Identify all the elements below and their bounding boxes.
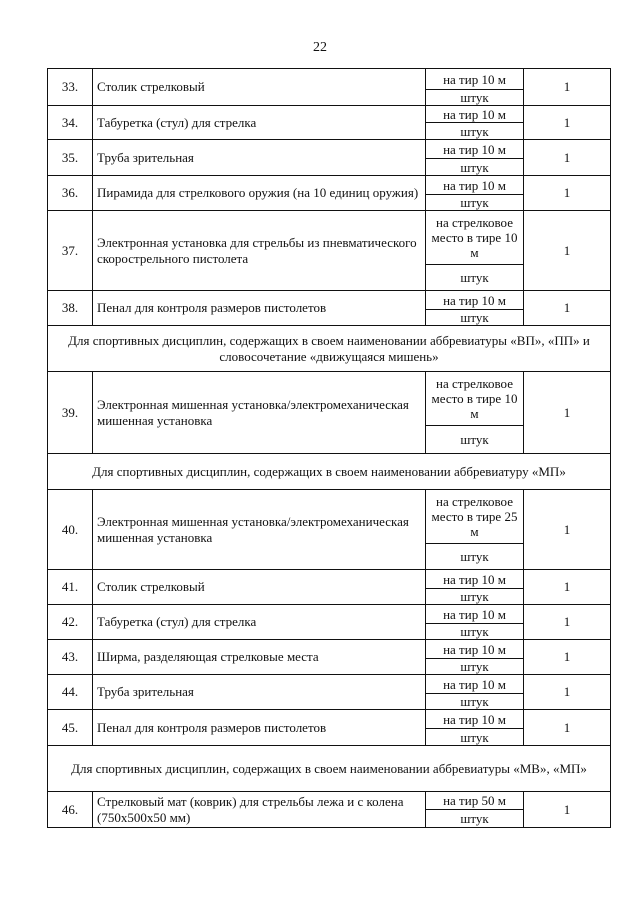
row-number: 45. xyxy=(48,710,93,746)
table-row xyxy=(48,490,611,544)
quantity: 1 xyxy=(524,675,611,710)
quantity: 1 xyxy=(524,605,611,640)
item-name: Электронная установка для стрельбы из пневматического скорострельного пистолета xyxy=(93,211,426,291)
unit-main: на тир 10 м xyxy=(426,140,524,159)
section-header: Для спортивных дисциплин, содержащих в своем наименовании аббревиатуры «МВ», «МП» xyxy=(48,746,611,792)
row-number: 43. xyxy=(48,640,93,675)
unit-sub: штук xyxy=(426,426,524,454)
row-number: 42. xyxy=(48,605,93,640)
item-name: Труба зрительная xyxy=(93,140,426,176)
table-row xyxy=(48,675,611,694)
item-name: Столик стрелковый xyxy=(93,570,426,605)
quantity: 1 xyxy=(524,211,611,291)
item-name: Стрелковый мат (коврик) для стрельбы лежа и с колена (750х500х50 мм) xyxy=(93,792,426,828)
item-name: Электронная мишенная установка/электромеханическая мишенная установка xyxy=(93,372,426,454)
table-row xyxy=(48,710,611,729)
item-name: Столик стрелковый xyxy=(93,69,426,106)
section-header-row xyxy=(48,454,611,490)
unit-sub: штук xyxy=(426,195,524,211)
table-row xyxy=(48,211,611,265)
unit-sub: штук xyxy=(426,694,524,710)
unit-sub: штук xyxy=(426,123,524,140)
item-name: Ширма, разделяющая стрелковые места xyxy=(93,640,426,675)
unit-main: на тир 50 м xyxy=(426,792,524,810)
row-number: 46. xyxy=(48,792,93,828)
table-row xyxy=(48,176,611,195)
row-number: 38. xyxy=(48,291,93,326)
unit-main: на стрелковое место в тире 10 м xyxy=(426,211,524,265)
unit-main: на тир 10 м xyxy=(426,640,524,659)
table-row xyxy=(48,792,611,810)
item-name: Табуретка (стул) для стрелка xyxy=(93,605,426,640)
item-name: Пенал для контроля размеров пистолетов xyxy=(93,291,426,326)
unit-sub: штук xyxy=(426,659,524,675)
row-number: 41. xyxy=(48,570,93,605)
unit-main: на тир 10 м xyxy=(426,106,524,123)
table-row xyxy=(48,291,611,310)
table-row xyxy=(48,372,611,426)
unit-main: на стрелковое место в тире 10 м xyxy=(426,372,524,426)
quantity: 1 xyxy=(524,69,611,106)
unit-sub: штук xyxy=(426,265,524,291)
unit-sub: штук xyxy=(426,544,524,570)
table-row xyxy=(48,640,611,659)
row-number: 44. xyxy=(48,675,93,710)
row-number: 37. xyxy=(48,211,93,291)
row-number: 40. xyxy=(48,490,93,570)
table-row xyxy=(48,605,611,624)
unit-sub: штук xyxy=(426,624,524,640)
unit-sub: штук xyxy=(426,310,524,326)
row-number: 34. xyxy=(48,106,93,140)
item-name: Пирамида для стрелкового оружия (на 10 единиц оружия) xyxy=(93,176,426,211)
quantity: 1 xyxy=(524,792,611,828)
table-row xyxy=(48,69,611,90)
unit-sub: штук xyxy=(426,90,524,106)
unit-main: на тир 10 м xyxy=(426,291,524,310)
row-number: 35. xyxy=(48,140,93,176)
table-row xyxy=(48,570,611,589)
row-number: 33. xyxy=(48,69,93,106)
quantity: 1 xyxy=(524,291,611,326)
item-name: Труба зрительная xyxy=(93,675,426,710)
unit-main: на тир 10 м xyxy=(426,675,524,694)
equipment-table-body xyxy=(48,69,611,828)
quantity: 1 xyxy=(524,176,611,211)
quantity: 1 xyxy=(524,570,611,605)
row-number: 36. xyxy=(48,176,93,211)
quantity: 1 xyxy=(524,640,611,675)
section-header: Для спортивных дисциплин, содержащих в своем наименовании аббревиатуру «МП» xyxy=(48,454,611,490)
unit-sub: штук xyxy=(426,589,524,605)
row-number: 39. xyxy=(48,372,93,454)
quantity: 1 xyxy=(524,490,611,570)
section-header-row xyxy=(48,746,611,792)
unit-sub: штук xyxy=(426,729,524,746)
quantity: 1 xyxy=(524,106,611,140)
section-header-row xyxy=(48,326,611,372)
quantity: 1 xyxy=(524,372,611,454)
quantity: 1 xyxy=(524,710,611,746)
unit-main: на тир 10 м xyxy=(426,570,524,589)
item-name: Электронная мишенная установка/электромеханическая мишенная установка xyxy=(93,490,426,570)
table-row xyxy=(48,140,611,159)
page-number: 22 xyxy=(313,40,327,55)
table-row xyxy=(48,106,611,123)
equipment-table xyxy=(47,68,611,828)
unit-main: на тир 10 м xyxy=(426,69,524,90)
unit-sub: штук xyxy=(426,810,524,828)
unit-main: на тир 10 м xyxy=(426,176,524,195)
section-header: Для спортивных дисциплин, содержащих в своем наименовании аббревиатуры «ВП», «ПП» и словосочетание «движущаяся мишень» xyxy=(48,326,611,372)
unit-main: на тир 10 м xyxy=(426,605,524,624)
item-name: Пенал для контроля размеров пистолетов xyxy=(93,710,426,746)
unit-main: на стрелковое место в тире 25 м xyxy=(426,490,524,544)
item-name: Табуретка (стул) для стрелка xyxy=(93,106,426,140)
unit-main: на тир 10 м xyxy=(426,710,524,729)
unit-sub: штук xyxy=(426,159,524,176)
quantity: 1 xyxy=(524,140,611,176)
